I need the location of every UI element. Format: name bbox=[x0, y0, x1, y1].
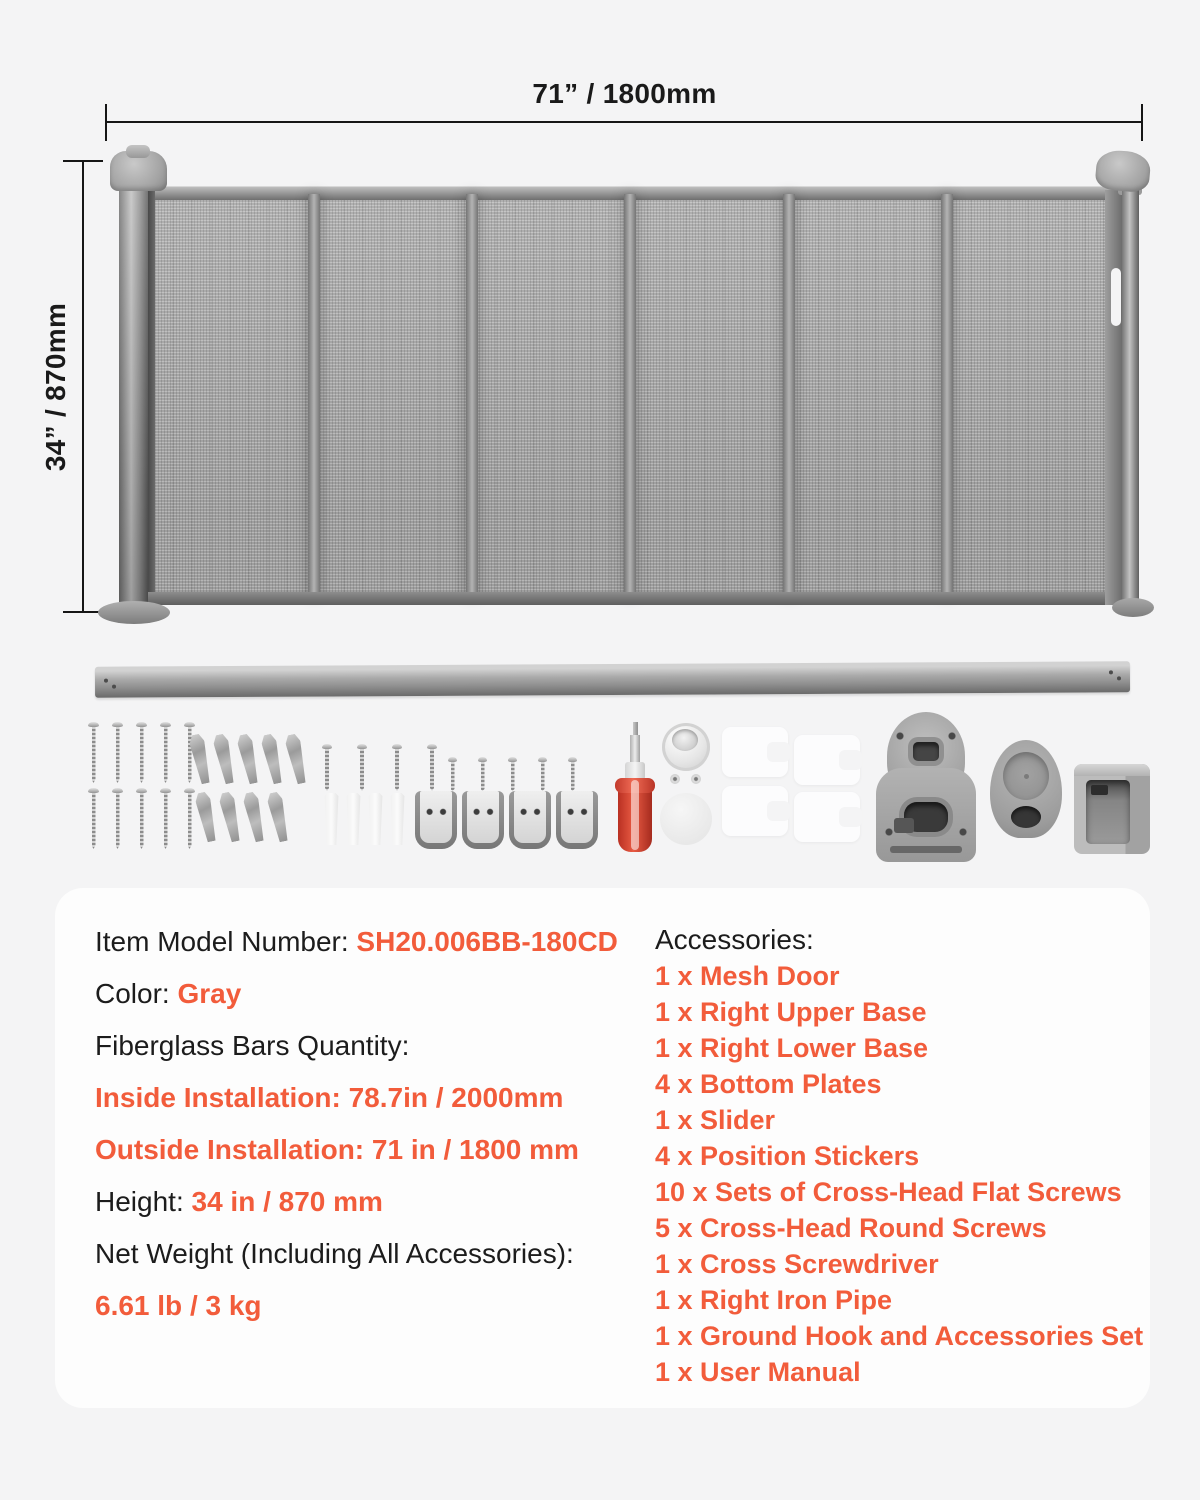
rail-hole bbox=[112, 685, 116, 689]
flat-screws-group bbox=[88, 788, 195, 849]
wall-anchor-icon bbox=[260, 733, 285, 785]
wall-anchor-icon bbox=[242, 791, 267, 843]
spec-value: SH20.006BB-180CD bbox=[356, 926, 618, 957]
white-anchor-icon bbox=[324, 793, 339, 845]
accessory-item: 1 x Mesh Door bbox=[655, 961, 840, 991]
flat-screws-group bbox=[88, 722, 195, 783]
flat-screw-icon bbox=[136, 788, 147, 849]
bottom-plate-icon bbox=[462, 791, 504, 849]
spec-row-bars-quantity bbox=[95, 1020, 655, 1072]
flat-screw-icon bbox=[160, 788, 171, 849]
tiny-screw-icon bbox=[691, 774, 701, 784]
wall-anchors-group bbox=[199, 792, 286, 842]
gate-mesh bbox=[155, 200, 1105, 593]
round-screw-icon bbox=[448, 757, 457, 791]
height-dimension-tick-top bbox=[63, 160, 103, 162]
rail-hole bbox=[1117, 676, 1121, 680]
accessory-item: 1 x User Manual bbox=[655, 1357, 861, 1387]
wall-anchor-icon bbox=[266, 791, 291, 843]
accessory-item: 1 x Right Lower Base bbox=[655, 1033, 929, 1063]
gate-right-pole bbox=[1122, 180, 1139, 610]
right-iron-pipe bbox=[95, 661, 1130, 697]
spec-row-model bbox=[95, 916, 655, 968]
gate-roller-post bbox=[119, 178, 148, 615]
position-stickers-group bbox=[722, 727, 788, 836]
round-screw-icon bbox=[568, 757, 577, 791]
position-sticker-icon bbox=[794, 792, 860, 842]
cross-screwdriver-icon bbox=[612, 722, 658, 854]
height-dimension-label: 34” / 870mm bbox=[40, 302, 71, 472]
spec-list bbox=[95, 916, 655, 1332]
ground-hook-suction-icon bbox=[662, 723, 710, 771]
gate-right-foot bbox=[1112, 598, 1154, 617]
spec-panel bbox=[55, 888, 1150, 1408]
width-dimension-tick-left bbox=[105, 104, 107, 141]
accessory-item: 1 x Right Iron Pipe bbox=[655, 1285, 893, 1315]
width-dimension-tick-right bbox=[1141, 104, 1143, 141]
spec-row-net-weight bbox=[95, 1228, 655, 1280]
spec-value: Inside Installation: 78.7in / 2000mm bbox=[95, 1082, 564, 1113]
height-dimension-tick-bottom bbox=[63, 611, 103, 613]
flat-screw-icon bbox=[88, 788, 99, 849]
fiberglass-bar bbox=[624, 194, 636, 597]
rail-hole bbox=[1109, 670, 1113, 674]
screw-icon bbox=[392, 744, 402, 791]
white-anchor-icon bbox=[346, 793, 361, 845]
flat-screw-icon bbox=[112, 788, 123, 849]
gate-top-rail bbox=[147, 186, 1134, 201]
medium-screws-group bbox=[322, 744, 437, 791]
width-dimension-line bbox=[106, 121, 1143, 123]
slider-icon bbox=[1074, 764, 1150, 854]
gate-bottom-strip bbox=[147, 592, 1124, 605]
screw-icon bbox=[322, 744, 332, 791]
gate-right-mesh-edge bbox=[1105, 190, 1123, 605]
gate-left-cap-knob bbox=[126, 145, 150, 158]
wall-anchor-icon bbox=[194, 791, 219, 843]
bottom-plate-icon bbox=[556, 791, 598, 849]
position-stickers-group bbox=[794, 735, 860, 842]
spec-label: Net Weight (Including All Accessories): bbox=[95, 1238, 574, 1269]
spec-value: 6.61 lb / 3 kg bbox=[95, 1290, 262, 1321]
right-upper-base-icon bbox=[876, 712, 976, 862]
accessory-item: 1 x Cross Screwdriver bbox=[655, 1249, 939, 1279]
accessory-item: 5 x Cross-Head Round Screws bbox=[655, 1213, 1047, 1243]
spec-row-outside-installation bbox=[95, 1124, 655, 1176]
spec-value: Outside Installation: 71 in / 1800 mm bbox=[95, 1134, 579, 1165]
accessory-item: 10 x Sets of Cross-Head Flat Screws bbox=[655, 1177, 1122, 1207]
flat-screw-icon bbox=[184, 788, 195, 849]
spec-label: Fiberglass Bars Quantity: bbox=[95, 1030, 410, 1061]
wall-anchor-icon bbox=[236, 733, 261, 785]
screw-icon bbox=[357, 744, 367, 791]
spec-label: Item Model Number: bbox=[95, 926, 357, 957]
flat-screw-icon bbox=[160, 722, 171, 783]
accessory-item: 4 x Position Stickers bbox=[655, 1141, 920, 1171]
spec-row-height bbox=[95, 1176, 655, 1228]
accessory-item: 4 x Bottom Plates bbox=[655, 1069, 882, 1099]
bottom-plates-group bbox=[415, 791, 598, 849]
white-anchors-group bbox=[324, 793, 405, 845]
accessories-list bbox=[655, 921, 1150, 1390]
round-screw-icon bbox=[508, 757, 517, 791]
fiberglass-bar bbox=[308, 194, 320, 597]
wall-anchor-icon bbox=[212, 733, 237, 785]
position-sticker-icon bbox=[794, 735, 860, 785]
spec-label: Color: bbox=[95, 978, 178, 1009]
position-sticker-icon bbox=[722, 786, 788, 836]
screw-icon bbox=[427, 744, 437, 791]
round-screw-icon bbox=[538, 757, 547, 791]
tiny-screw-icon bbox=[670, 774, 680, 784]
tiny-screws-group bbox=[670, 774, 701, 784]
spec-row-inside-installation bbox=[95, 1072, 655, 1124]
bottom-plate-icon bbox=[509, 791, 551, 849]
fiberglass-bar bbox=[466, 194, 478, 597]
spec-label: Height: bbox=[95, 1186, 192, 1217]
spec-value: Gray bbox=[177, 978, 242, 1009]
wall-anchors-group bbox=[193, 734, 304, 784]
gate-handle-slot bbox=[1111, 268, 1121, 326]
fiberglass-bar bbox=[941, 194, 953, 597]
flat-screw-icon bbox=[112, 722, 123, 783]
height-dimension-line bbox=[82, 161, 84, 613]
spec-value: 34 in / 870 mm bbox=[191, 1186, 383, 1217]
accessory-item: 1 x Ground Hook and Accessories Set bbox=[655, 1321, 1144, 1351]
round-screws-group bbox=[448, 757, 577, 791]
bottom-plate-icon bbox=[415, 791, 457, 849]
flat-screw-icon bbox=[136, 722, 147, 783]
width-dimension-label: 71” / 1800mm bbox=[532, 78, 717, 109]
right-lower-base-icon bbox=[990, 740, 1062, 838]
fiberglass-bar bbox=[783, 194, 795, 597]
gate-left-foot bbox=[98, 601, 170, 624]
white-anchor-icon bbox=[390, 793, 405, 845]
accessory-item: 1 x Right Upper Base bbox=[655, 997, 927, 1027]
accessory-item: 1 x Slider bbox=[655, 1105, 776, 1135]
round-screw-icon bbox=[478, 757, 487, 791]
spec-row-color bbox=[95, 968, 655, 1020]
accessories-title: Accessories: bbox=[655, 924, 814, 955]
wall-anchor-icon bbox=[284, 733, 309, 785]
gate-right-cap bbox=[1094, 149, 1151, 194]
white-anchor-icon bbox=[368, 793, 383, 845]
spec-row-weight-value bbox=[95, 1280, 655, 1332]
wall-anchor-icon bbox=[218, 791, 243, 843]
flat-screw-icon bbox=[88, 722, 99, 783]
rail-hole bbox=[104, 679, 108, 683]
adhesive-disc-icon bbox=[660, 793, 712, 845]
position-sticker-icon bbox=[722, 727, 788, 777]
